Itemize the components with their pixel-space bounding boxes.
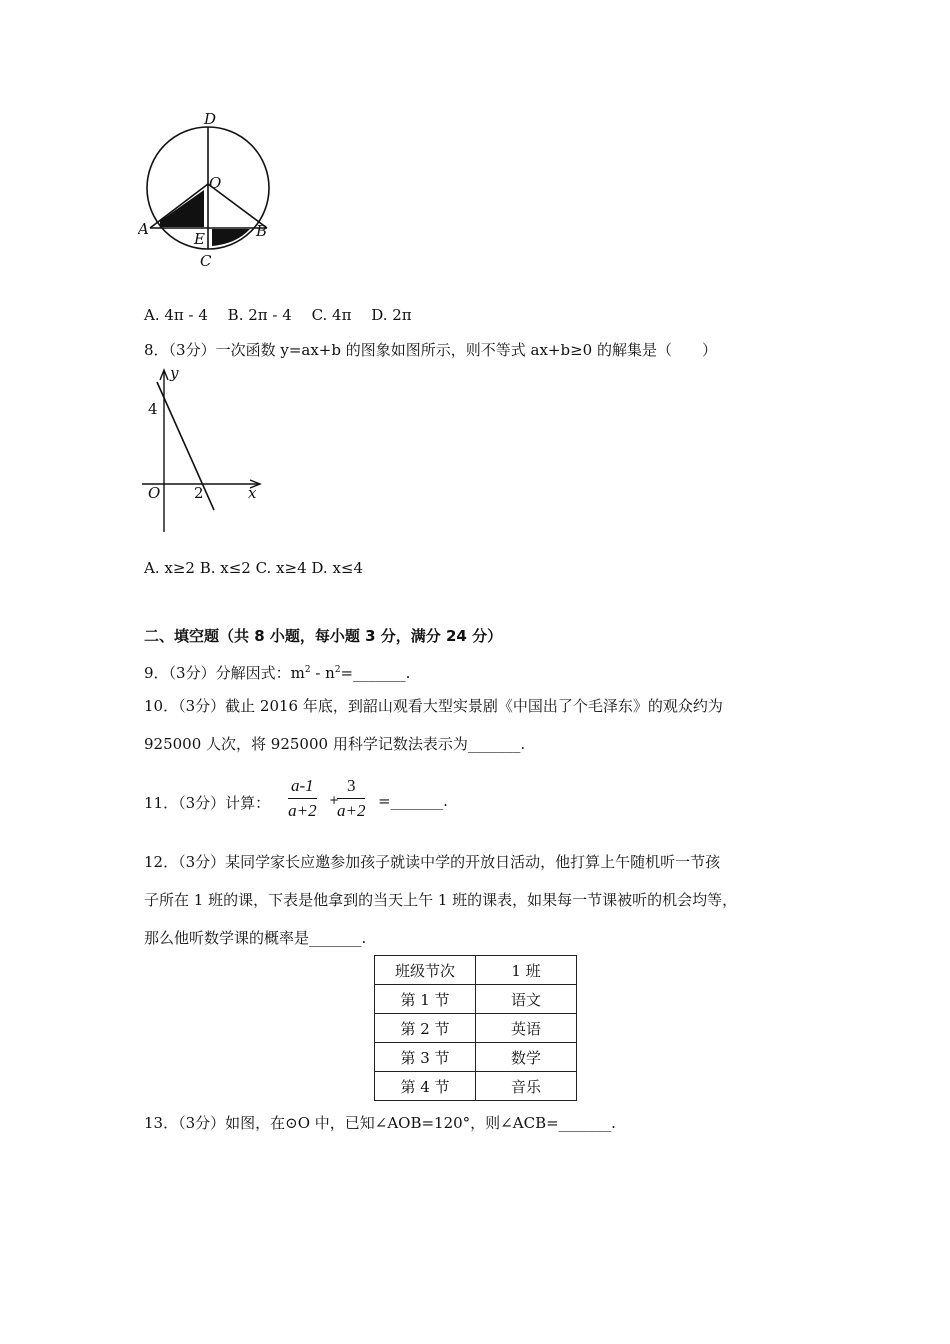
q9-exp2: 2 bbox=[334, 665, 341, 675]
table-cell: 语文 bbox=[476, 985, 577, 1014]
label-b: B bbox=[256, 222, 268, 240]
table-row bbox=[375, 1043, 577, 1072]
table-row bbox=[375, 1014, 577, 1043]
q9-exp1: 2 bbox=[304, 665, 311, 675]
q9-mid: - n bbox=[310, 664, 335, 682]
q8-graph bbox=[140, 362, 270, 537]
label-e: E bbox=[194, 230, 205, 248]
shaded-region-left bbox=[160, 190, 204, 227]
section-2-heading: 二、填空题（共 8 小题，每小题 3 分，满分 24 分） bbox=[144, 627, 503, 645]
q12-line1: 12．（3分）某同学家长应邀参加孩子就读中学的开放日活动，他打算上午随机听一节孩 bbox=[144, 853, 721, 871]
q10-line1: 10．（3分）截止 2016 年底，到韶山观看大型实景剧《中国出了个毛泽东》的观众约为 bbox=[144, 697, 723, 715]
q8-text: 8．（3分）一次函数 y=ax+b 的图象如图所示，则不等式 ax+b≥0 的解集是（ ） bbox=[144, 341, 717, 359]
header-cell: 1 班 bbox=[476, 956, 577, 985]
q11-frac1-numerator: a-1 bbox=[288, 776, 317, 799]
x-axis-label: x bbox=[248, 484, 257, 502]
q11-plus: + bbox=[329, 793, 340, 807]
q10-line2: 925000 人次，将 925000 用科学记数法表示为_______. bbox=[144, 735, 526, 753]
table-cell: 英语 bbox=[476, 1014, 577, 1043]
table-cell: 第 3 节 bbox=[375, 1043, 476, 1072]
y-intercept-label: 4 bbox=[148, 400, 158, 418]
table-cell: 第 1 节 bbox=[375, 985, 476, 1014]
q11-prefix: 11．（3分）计算： bbox=[144, 794, 271, 812]
table-row bbox=[375, 985, 577, 1014]
table-row bbox=[375, 1072, 577, 1101]
origin-label: O bbox=[148, 484, 161, 502]
q9-suffix: =_______. bbox=[340, 664, 411, 682]
table-cell: 数学 bbox=[476, 1043, 577, 1072]
q11-fraction-2 bbox=[337, 776, 365, 821]
label-c: C bbox=[200, 252, 212, 270]
q12-line2: 子所在 1 班的课，下表是他拿到的当天上午 1 班的课表，如果每一节课被听的机会均等， bbox=[144, 891, 738, 909]
header-cell: 班级节次 bbox=[375, 956, 476, 985]
q9-prefix: 9．（3分）分解因式：m bbox=[144, 664, 305, 682]
q7-circle-figure bbox=[138, 108, 278, 273]
y-axis-label: y bbox=[170, 364, 179, 382]
q12-line3: 那么他听数学课的概率是_______. bbox=[144, 929, 367, 947]
q9 bbox=[144, 662, 410, 683]
q11-fraction-1 bbox=[288, 776, 317, 821]
q7-options: A. 4π - 4 B. 2π - 4 C. 4π D. 2π bbox=[144, 306, 412, 324]
q11-frac2-denominator: a+2 bbox=[337, 801, 366, 820]
q11-frac2-numerator: 3 bbox=[337, 776, 365, 799]
x-intercept-label: 2 bbox=[194, 484, 204, 502]
label-o: O bbox=[209, 174, 222, 192]
label-d: D bbox=[204, 110, 217, 128]
label-a: A bbox=[138, 220, 149, 238]
function-line bbox=[157, 382, 214, 510]
q13-text: 13．（3分）如图，在⊙O 中，已知∠AOB=120°，则∠ACB=_______. bbox=[144, 1114, 616, 1132]
table-header-row bbox=[375, 956, 577, 985]
table-cell: 第 4 节 bbox=[375, 1072, 476, 1101]
table-cell: 第 2 节 bbox=[375, 1014, 476, 1043]
q8-options: A. x≥2 B. x≤2 C. x≥4 D. x≤4 bbox=[144, 559, 364, 577]
class-schedule-table bbox=[374, 955, 577, 1101]
table-cell: 音乐 bbox=[476, 1072, 577, 1101]
q11-suffix: =_______. bbox=[378, 792, 448, 810]
q11-frac1-denominator: a+2 bbox=[288, 801, 317, 820]
